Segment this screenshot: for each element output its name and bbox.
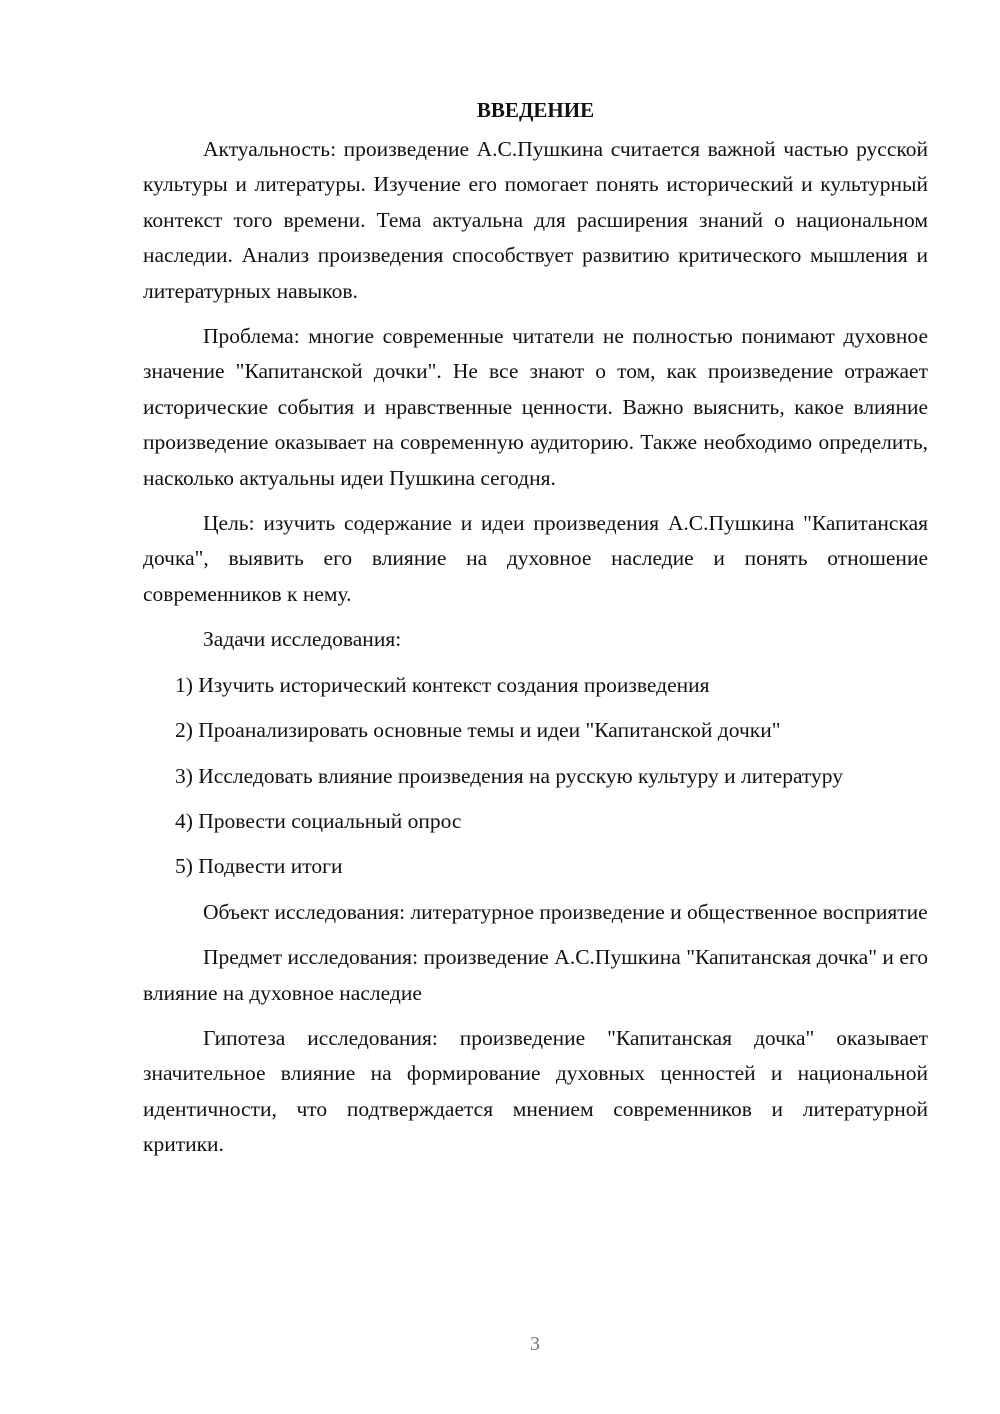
task-item: 3) Исследовать влияние произведения на русскую культуру и литературу	[175, 763, 844, 788]
hypothesis-paragraph: Гипотеза исследования: произведение "Капитанская дочка" оказывает значительное влияние на формирование духовных ценностей и национальной идентичности, что подтверждается мнением современников и литературной критики.	[143, 1025, 928, 1157]
task-item: 2) Проанализировать основные темы и идеи "Капитанской дочки"	[175, 718, 781, 743]
task-item: 4) Провести социальный опрос	[175, 808, 462, 833]
object-paragraph: Объект исследования: литературное произведение и общественное восприятие	[203, 899, 928, 924]
task-item: 1) Изучить исторический контекст создания произведения	[175, 672, 710, 697]
goal-paragraph: Цель: изучить содержание и идеи произведения А.С.Пушкина "Капитанская дочка", выявить его влияние на духовное наследие и понять отношение современников к нему.	[143, 511, 928, 606]
subject-paragraph: Предмет исследования: произведение А.С.Пушкина "Капитанская дочка" и его влияние на духовное наследие	[143, 945, 928, 1005]
page-number: 3	[530, 1333, 540, 1355]
task-item: 5) Подвести итоги	[175, 854, 343, 879]
actuality-paragraph: Актуальность: произведение А.С.Пушкина считается важной частью русской культуры и литературы. Изучение его помогает понять исторический и культурный контекст того времени. Тема актуальна для расширения знаний о национальном наследии. Анализ произведения способствует развитию критического мышления и литературных навыков.	[143, 137, 928, 303]
document-page	[143, 92, 928, 1173]
problem-paragraph: Проблема: многие современные читатели не полностью понимают духовное значение "Капитанской дочки". Не все знают о том, как произведение отражает исторические события и нравственные ценности. Важно выяснить, какое влияние произведение оказывает на современную аудиторию. Также необходимо определить, насколько актуальны идеи Пушкина сегодня.	[143, 324, 928, 490]
section-title: ВВЕДЕНИЕ	[476, 98, 595, 122]
tasks-heading: Задачи исследования:	[203, 627, 402, 652]
